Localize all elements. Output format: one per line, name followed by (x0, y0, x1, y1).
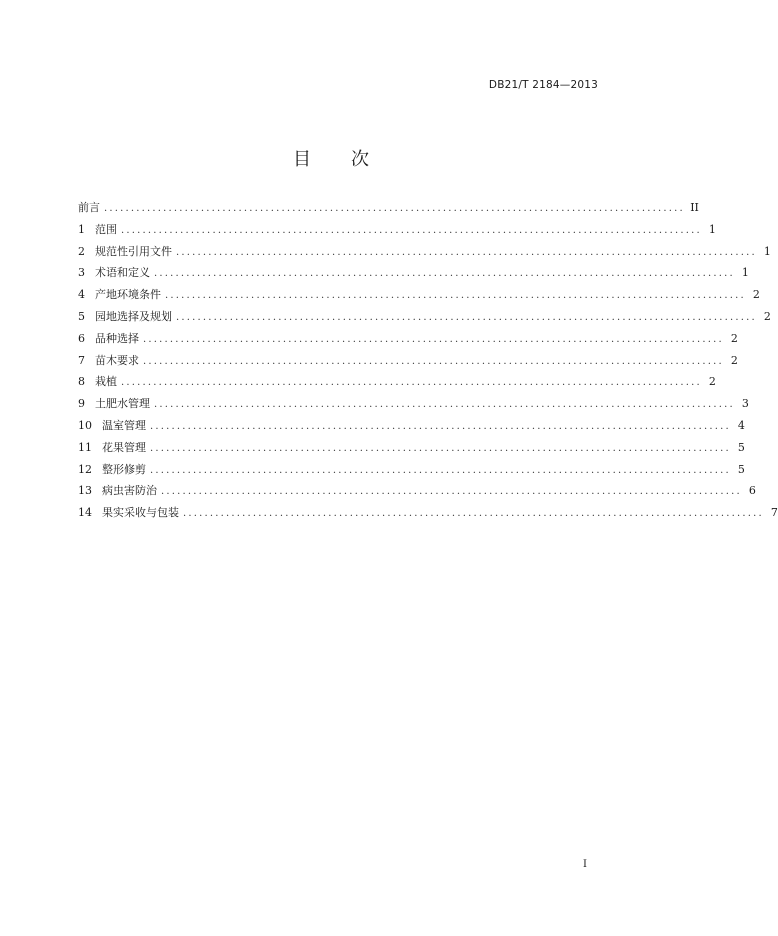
document-code: DB21/T 2184—2013 (488, 79, 598, 91)
toc-entry-page: 1 (741, 266, 749, 280)
toc-entry-page: 5 (737, 462, 745, 476)
toc-entry-title: 产地环境条件 (95, 288, 161, 302)
toc-entry-number: 13 (78, 484, 92, 498)
toc-entry-3[interactable] (78, 262, 749, 284)
toc-entry-1[interactable] (78, 219, 716, 241)
toc-entry-title: 栽植 (95, 375, 117, 389)
toc-leader-dots: ............................................................................................................ (161, 486, 742, 498)
toc-entry-page: 2 (708, 375, 716, 389)
toc-leader-dots: ............................................................................................................ (121, 377, 702, 389)
toc-leader-dots: ............................................................................................................ (154, 268, 735, 280)
toc-entry-title: 规范性引用文件 (95, 244, 172, 258)
toc-entry-5[interactable] (78, 306, 771, 328)
toc-entry-page: 2 (730, 353, 738, 367)
toc-entry-title: 苗木要求 (95, 353, 139, 367)
toc-leader-dots: ............................................................................................................ (176, 311, 757, 323)
toc-entry-number: 14 (78, 506, 92, 520)
toc-leader-dots: ............................................................................................................ (165, 290, 746, 302)
toc-leader-dots: ............................................................................................................ (183, 508, 764, 520)
toc-entry-page: 2 (752, 288, 760, 302)
toc-entry-page: 5 (737, 440, 745, 454)
toc-entry-2[interactable] (78, 241, 771, 263)
toc-entry-page: 1 (708, 222, 716, 236)
toc-entry-page: 3 (741, 397, 749, 411)
toc-leader-dots: ............................................................................................................ (143, 333, 724, 345)
toc-entry-7[interactable] (78, 350, 738, 372)
toc-leader-dots: ............................................................................................................ (150, 464, 731, 476)
toc-entry-page: 2 (763, 309, 771, 323)
toc-entry-4[interactable] (78, 284, 760, 306)
toc-entry-title: 整形修剪 (102, 462, 146, 476)
toc-entry-number: 2 (78, 244, 85, 258)
toc-leader-dots: ............................................................................................................ (150, 420, 731, 432)
toc-entry-number: 11 (78, 440, 92, 454)
footer-page-number: I (583, 859, 587, 870)
toc-entry-9[interactable] (78, 393, 749, 415)
toc-entry-foreword[interactable] (78, 197, 699, 219)
toc-entry-title: 土肥水管理 (95, 397, 150, 411)
table-of-contents (78, 197, 778, 524)
page-title (0, 145, 662, 171)
toc-entry-number: 1 (78, 222, 85, 236)
toc-entry-13[interactable] (78, 480, 756, 502)
toc-entry-number: 10 (78, 418, 92, 432)
toc-entry-number: 3 (78, 266, 85, 280)
toc-entry-number: 7 (78, 353, 85, 367)
toc-entry-page: 7 (770, 506, 778, 520)
toc-entry-10[interactable] (78, 415, 745, 437)
toc-entry-page: 2 (730, 331, 738, 345)
toc-entry-page: 4 (737, 418, 745, 432)
toc-entry-number: 12 (78, 462, 92, 476)
toc-entry-number: 8 (78, 375, 85, 389)
toc-leader-dots: ............................................................................................................ (121, 224, 702, 236)
toc-leader-dots: ............................................................................................................ (176, 246, 757, 258)
toc-entry-title: 范围 (95, 222, 117, 236)
toc-entry-number: 9 (78, 397, 85, 411)
toc-leader-dots: ............................................................................................................ (104, 203, 685, 214)
toc-leader-dots: ............................................................................................................ (150, 442, 731, 454)
toc-entry-14[interactable] (78, 502, 778, 524)
title-char-1: 目 (293, 149, 311, 170)
toc-leader-dots: ............................................................................................................ (143, 355, 724, 367)
toc-entry-title: 园地选择及规划 (95, 309, 172, 323)
toc-entry-number: 4 (78, 288, 85, 302)
toc-entry-title: 花果管理 (102, 440, 146, 454)
toc-leader-dots: ............................................................................................................ (154, 399, 735, 411)
toc-entry-title: 术语和定义 (95, 266, 150, 280)
toc-entry-page: II (690, 201, 699, 214)
toc-entry-6[interactable] (78, 328, 738, 350)
toc-entry-12[interactable] (78, 459, 745, 481)
toc-entry-page: 1 (763, 244, 771, 258)
toc-entry-page: 6 (748, 484, 756, 498)
toc-entry-title: 温室管理 (102, 418, 146, 432)
toc-entry-title: 前言 (78, 201, 100, 214)
toc-entry-8[interactable] (78, 371, 716, 393)
toc-entry-title: 病虫害防治 (102, 484, 157, 498)
toc-entry-11[interactable] (78, 437, 745, 459)
toc-entry-number: 5 (78, 309, 85, 323)
toc-entry-title: 果实采收与包装 (102, 506, 179, 520)
toc-entry-number: 6 (78, 331, 85, 345)
toc-entry-title: 品种选择 (95, 331, 139, 345)
title-char-2: 次 (351, 149, 369, 170)
